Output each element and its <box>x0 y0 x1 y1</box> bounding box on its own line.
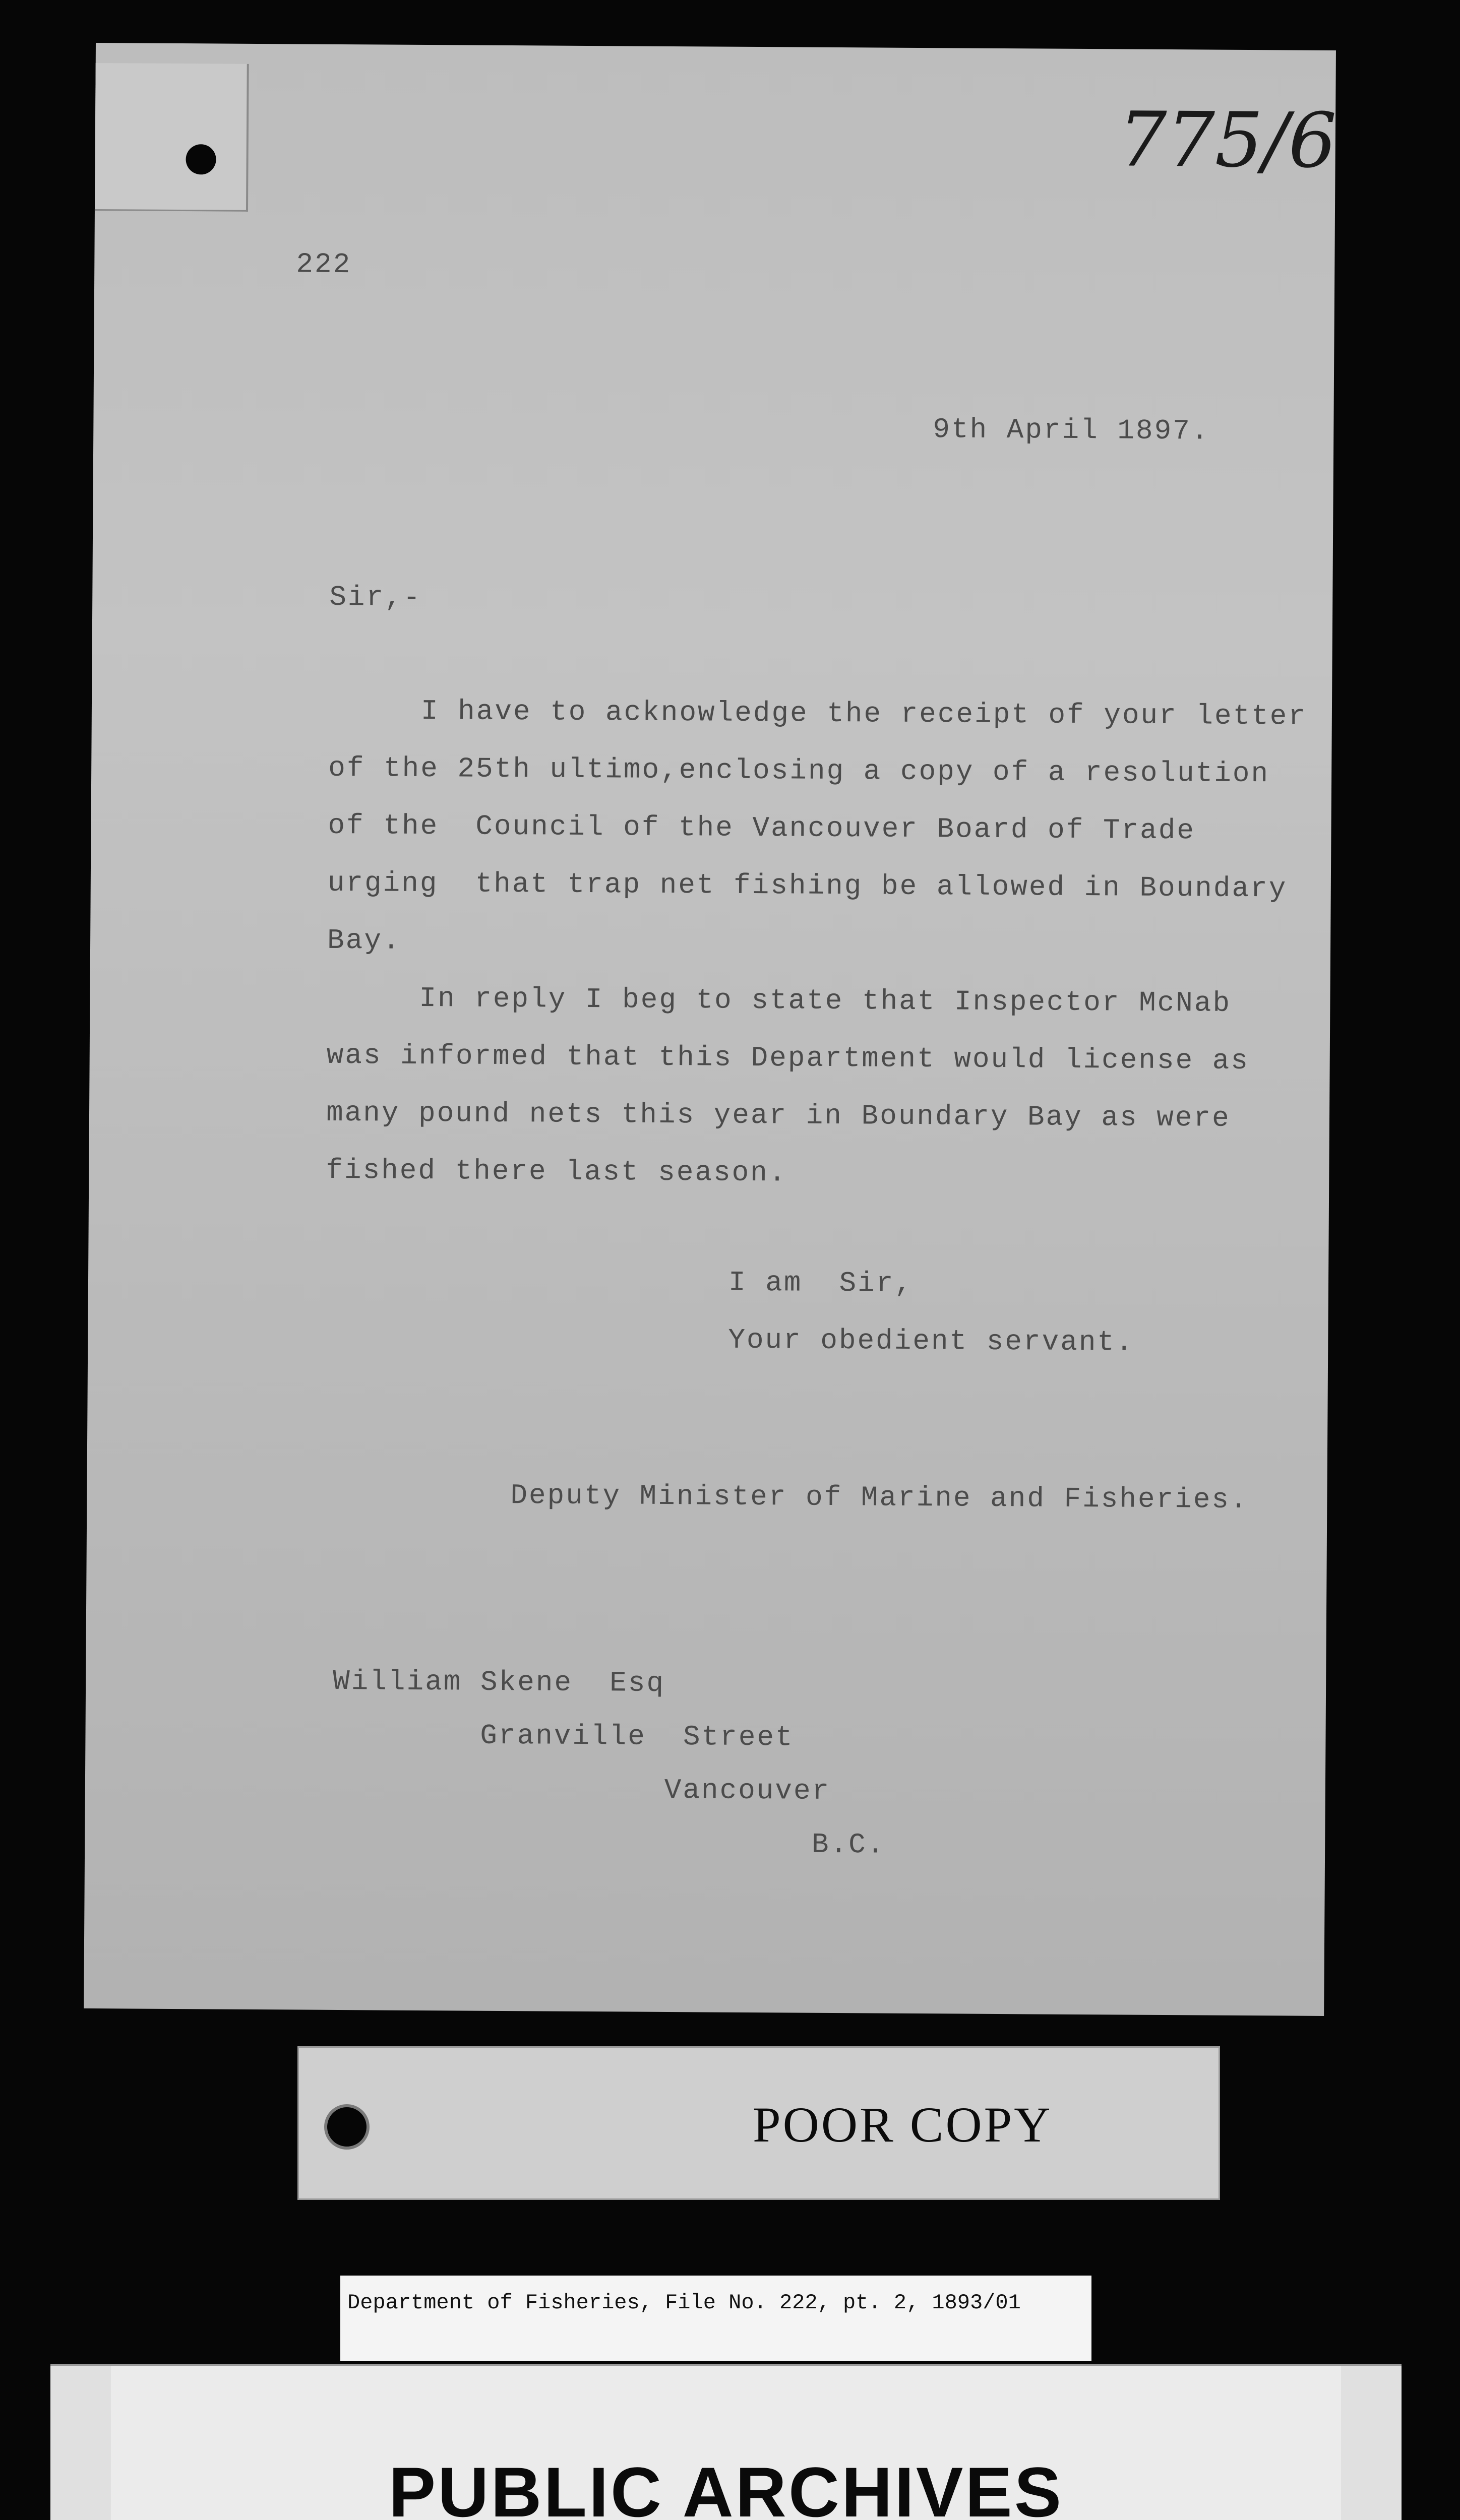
file-number: 222 <box>296 248 352 281</box>
closing: I am Sir, Your obedient servant. <box>728 1266 1134 1359</box>
signature-title: Deputy Minister of Marine and Fisheries. <box>510 1479 1249 1517</box>
addressee-block: William Skene Esq Granville Street Vancouver B.C. <box>332 1665 886 1861</box>
punch-hole <box>186 144 216 174</box>
handwritten-folio-mark: 775/6 <box>1118 96 1337 185</box>
grommet-hole <box>324 2104 370 2150</box>
poor-copy-stamp <box>297 2046 1220 2200</box>
archives-title-english: PUBLIC ARCHIVES <box>388 2452 1064 2520</box>
letter-page <box>84 43 1336 2016</box>
poor-copy-label: POOR COPY <box>753 2097 1053 2153</box>
file-reference-label: Department of Fisheries, File No. 222, pt. 2, 1893/01 <box>340 2276 1091 2361</box>
letter-body: I have to acknowledge the receipt of your letter of the 25th ultimo,enclosing a copy of a resolution of the Council of the Vancouver Board of Trade urging that trap net fishing be allowed in Boundary Bay. In reply I beg to state that Inspector McNab was informed that this Department would license as many pound nets this year in Boundary Bay as were fished there last season. <box>326 694 1307 1189</box>
letter-date: 9th April 1897. <box>933 413 1210 448</box>
archives-banner <box>50 2364 1402 2520</box>
archives-card <box>111 2366 1341 2520</box>
salutation: Sir,- <box>329 581 422 614</box>
corner-tab <box>95 63 249 212</box>
